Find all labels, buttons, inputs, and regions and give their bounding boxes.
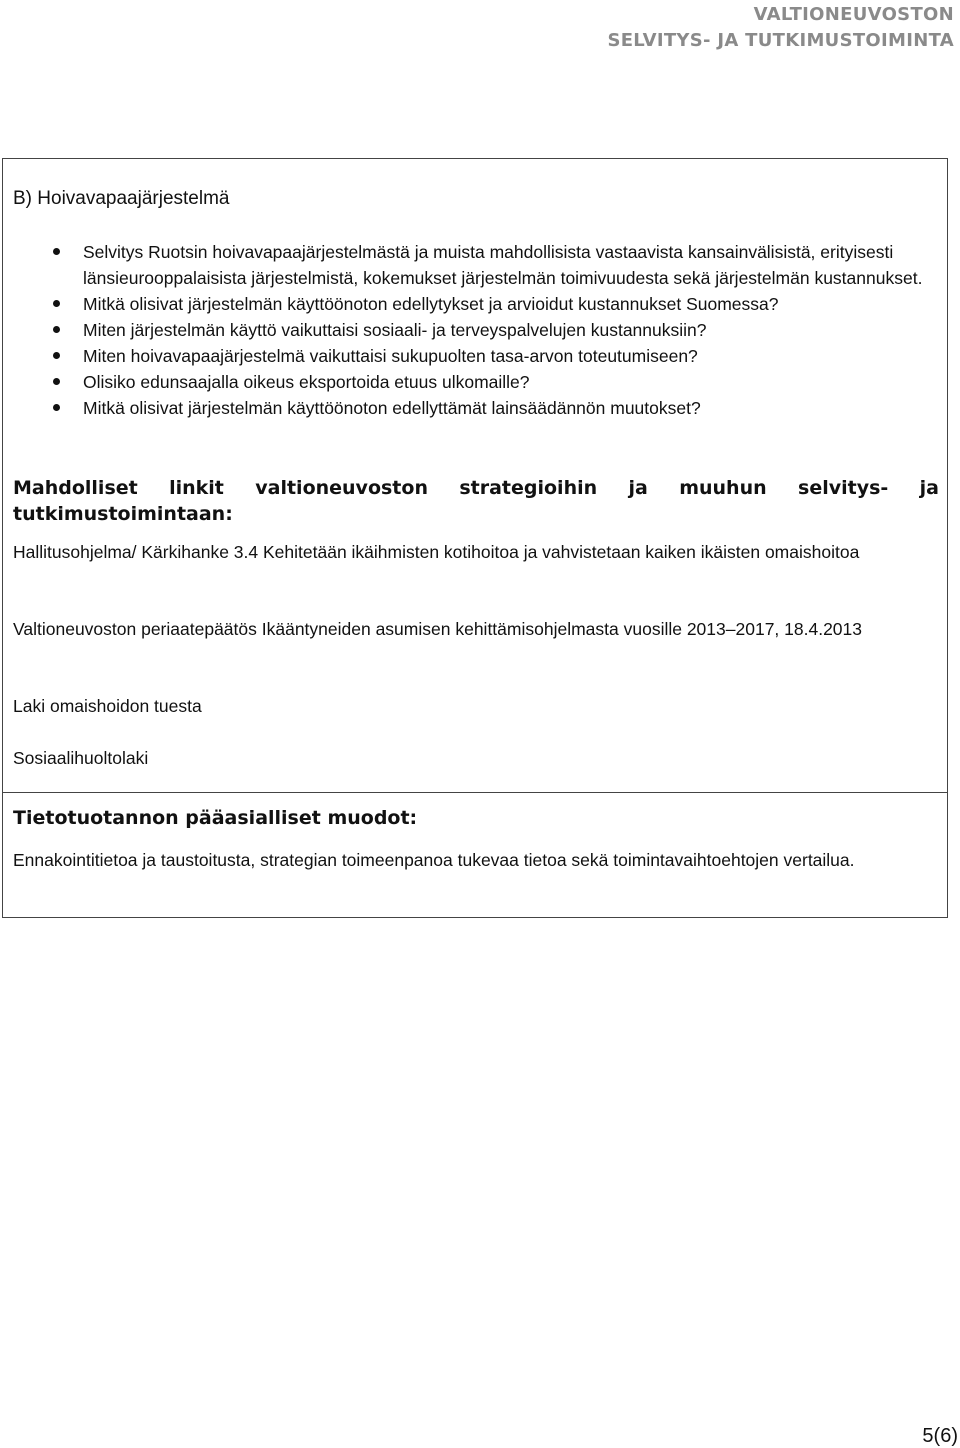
links-heading: Mahdolliset linkit valtioneuvoston strategioihin ja muuhun selvitys- ja tutkimustoimintaan: [13, 477, 939, 525]
list-item: Selvitys Ruotsin hoivavapaajärjestelmästä ja muista mahdollisista vastaavista kansainvälisistä, erityisesti länsieurooppalaisista järjestelmistä, kokemukset järjestelmän toimivuudesta sekä järjestelmän kustannukset. [83, 239, 933, 291]
content-table [2, 158, 948, 918]
link-item-government-resolution: Valtioneuvoston periaatepäätös Ikääntyneiden asumisen kehittämisohjelmasta vuosille 2013–2017, 18.4.2013 [13, 619, 862, 639]
list-item: Miten hoivavapaajärjestelmä vaikuttaisi sukupuolten tasa-arvon toteutumiseen? [83, 343, 933, 369]
link-item-carers-act: Laki omaishoidon tuesta [13, 696, 202, 716]
question-list [83, 239, 933, 421]
forms-heading: Tietotuotannon pääasialliset muodot: [13, 807, 418, 829]
list-item: Miten järjestelmän käyttö vaikuttaisi sosiaali- ja terveyspalvelujen kustannuksiin? [83, 317, 933, 343]
page-number: 5(6) [922, 1425, 958, 1447]
link-item-government-programme: Hallitusohjelma/ Kärkihanke 3.4 Kehitetään ikäihmisten kotihoitoa ja vahvistetaan kaiken ikäisten omaishoitoa [13, 542, 860, 562]
forms-text: Ennakointitietoa ja taustoitusta, strategian toimeenpanoa tukevaa tietoa sekä toimintavaihtoehtojen vertailua. [13, 850, 855, 870]
link-item-social-welfare-act: Sosiaalihuoltolaki [13, 748, 149, 768]
organization-header [607, 2, 954, 54]
section-title: B) Hoivavapaajärjestelmä [13, 188, 230, 209]
list-item: Mitkä olisivat järjestelmän käyttöönoton edellytykset ja arvioidut kustannukset Suomessa? [83, 291, 933, 317]
organization-name: VALTIONEUVOSTON [753, 4, 954, 25]
organization-unit: SELVITYS- JA TUTKIMUSTOIMINTA [607, 30, 954, 51]
list-item: Mitkä olisivat järjestelmän käyttöönoton edellyttämät lainsäädännön muutokset? [83, 395, 933, 421]
section-b-cell [3, 159, 947, 793]
list-item: Olisiko edunsaajalla oikeus eksportoida etuus ulkomaille? [83, 369, 933, 395]
